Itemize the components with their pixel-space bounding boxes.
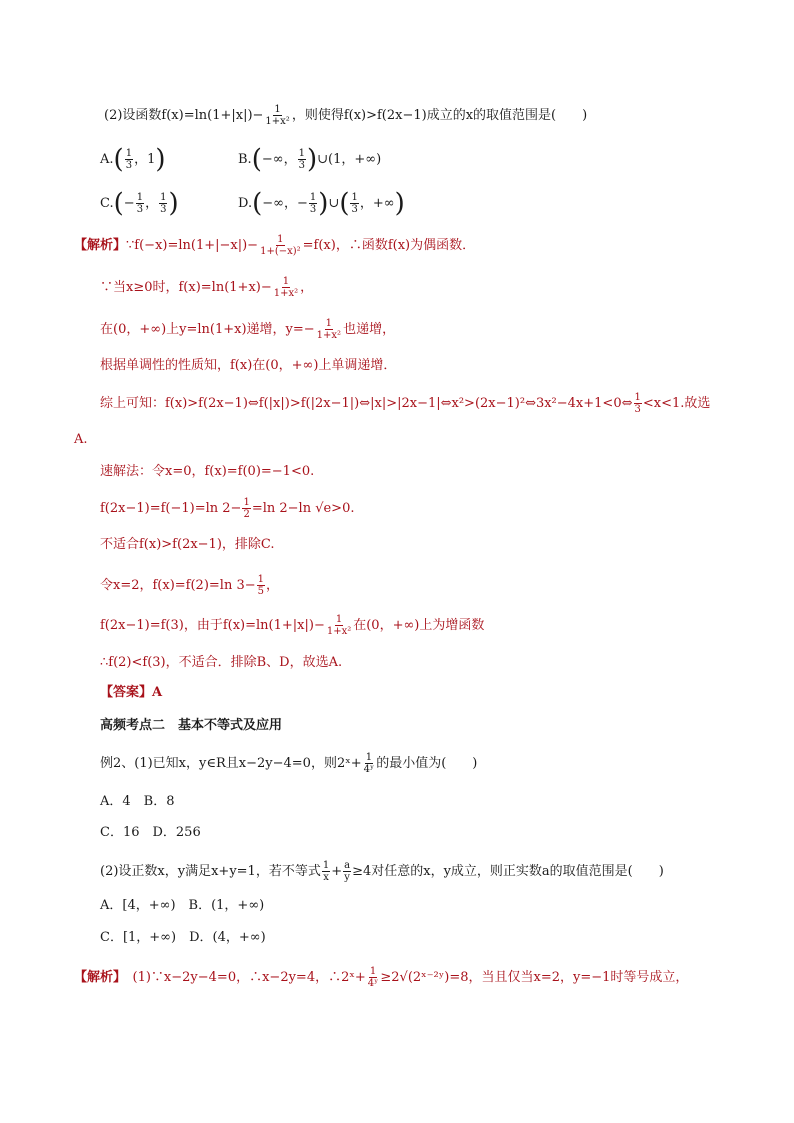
option-c [100, 188, 179, 219]
fraction [259, 234, 302, 257]
text: ∵当x≥0时，f(x)=ln(1+x)− [100, 280, 272, 295]
frac-num: 1 [136, 192, 144, 203]
frac-num: 1 [309, 192, 317, 203]
frac-num: 1 [325, 318, 333, 329]
option-c-fraction-1 [136, 192, 144, 215]
frac-num: 1 [277, 234, 284, 245]
frac-den: 1+x² [316, 330, 342, 341]
option-c-sep: ， [145, 196, 159, 211]
option-a-label: A. [100, 152, 114, 167]
frac-den: 1+x² [326, 626, 352, 637]
text: 综上可知：f(x)>f(2x−1)⇔f(|x|)>f(|2x−1|)⇔|x|>|2x−1|⇔x²>(2x−1)²⇔3x²−4x+1<0⇔ [100, 396, 633, 411]
frac-num: 1 [634, 392, 641, 403]
text: (1)∵x−2y−4=0，∴x−2y=4，∴2ˣ+ [119, 970, 366, 985]
option-d-fraction-1 [309, 192, 317, 215]
text: <x<1.故选 [642, 396, 711, 411]
option-c-fraction-2 [159, 192, 167, 215]
frac-num: a [344, 860, 351, 871]
frac-den: 1+x² [265, 116, 290, 127]
frac-num: 1 [243, 497, 250, 508]
text: =f(x)，∴函数f(x)为偶函数． [302, 238, 476, 253]
paren-close: ) [306, 144, 318, 175]
frac-den: 3 [160, 204, 167, 215]
frac-num: 1 [257, 574, 264, 585]
option-b-label: B. [238, 152, 252, 167]
example-2-options-ab: A．4 B．8 [100, 794, 175, 809]
text: 令x=2，f(x)=f(2)=ln 3− [100, 578, 256, 593]
frac-num: 1 [365, 752, 373, 763]
fraction [257, 574, 265, 597]
text: (2)设正数x，y满足x+y=1，若不等式 [100, 864, 321, 879]
solution-line-2 [100, 276, 313, 299]
option-a [100, 144, 166, 175]
paren-open: ( [113, 188, 124, 219]
option-b [238, 144, 382, 175]
option-a-rest: ，1 [134, 152, 156, 167]
solution-line-7: 速解法：令x=0，f(x)=f(0)=−1<0. [100, 464, 315, 479]
paren-close: ) [318, 188, 329, 219]
example-2-stem [100, 752, 477, 775]
fraction [634, 392, 642, 415]
fraction-1 [322, 860, 330, 883]
paren-open: ( [252, 188, 263, 219]
solution-line-8 [100, 497, 354, 520]
example-2-part-2-options-ab: A．[4，+∞) B．(1，+∞) [100, 898, 265, 913]
fraction-2 [343, 860, 351, 883]
frac-den: 3 [351, 204, 358, 215]
option-c-sign: − [123, 196, 135, 211]
fraction [363, 752, 376, 775]
text: ∵f(−x)=ln(1+|−x|)− [126, 238, 259, 253]
example-2-part-2-options-cd: C．[1，+∞) D．(4，+∞) [100, 930, 266, 945]
solution-line-12: ∴f(2)<f(3)，不适合．排除B、D，故选A. [100, 655, 343, 670]
text: ， [300, 280, 314, 295]
stem-text-a: (2)设函数f(x)=ln(1+|x|)− [104, 108, 264, 123]
option-c-label: C. [100, 196, 114, 211]
frac-num: 1 [322, 860, 330, 871]
text: 也递增， [343, 322, 396, 337]
frac-den: 3 [125, 160, 133, 171]
option-d [238, 188, 405, 219]
solution-tag: 【解析】 [74, 970, 120, 985]
frac-num: 1 [125, 148, 133, 159]
option-d-label: D. [238, 196, 253, 211]
option-d-text-b: ∪ [328, 196, 340, 211]
frac-num: 1 [160, 192, 167, 203]
frac-num: 1 [369, 966, 377, 977]
solution-line-5 [100, 392, 710, 415]
frac-num: 1 [351, 192, 358, 203]
text: f(2x−1)=f(3)，由于f(x)=ln(1+|x|)− [100, 618, 325, 633]
frac-den: 2 [243, 509, 250, 520]
paren-open: ( [339, 188, 350, 219]
frac-den: 3 [136, 204, 144, 215]
frac-num: 1 [298, 148, 305, 159]
option-b-text-a: −∞， [261, 152, 297, 167]
example-2-options-cd: C．16 D．256 [100, 825, 201, 840]
paren-open: ( [251, 144, 262, 175]
fraction [316, 318, 342, 341]
option-d-fraction-2 [350, 192, 358, 215]
text: 在(0，+∞)上为增函数 [353, 618, 485, 633]
frac-den: 5 [257, 586, 264, 597]
text: 的最小值为( ) [376, 756, 478, 771]
example-2-part-2-stem [100, 860, 664, 883]
frac-num: 1 [282, 276, 290, 287]
solution-line-1 [74, 234, 475, 257]
solution-line-6: A. [74, 432, 88, 447]
text: f(2x−1)=f(−1)=ln 2− [100, 501, 242, 516]
option-d-text-c: ，+∞ [359, 196, 395, 211]
paren-close: ) [168, 188, 179, 219]
frac-den: 4ʸ [367, 978, 379, 989]
option-d-text-a: −∞，− [262, 196, 308, 211]
fraction [242, 497, 250, 520]
solution-line-4: 根据单调性的性质知，f(x)在(0，+∞)上单调递增． [100, 358, 397, 373]
option-b-fraction [298, 148, 306, 171]
stem-fraction [264, 104, 290, 127]
text: 例2、(1)已知x，y∈R且x−2y−4=0，则2ˣ+ [100, 756, 362, 771]
question-2-stem [104, 104, 587, 127]
solution-line-11 [100, 614, 484, 637]
solution-line-10 [100, 574, 279, 597]
text: 在(0，+∞)上y=ln(1+x)递增，y=− [100, 322, 315, 337]
frac-den: 3 [634, 404, 641, 415]
paren-open: ( [113, 144, 124, 175]
answer: 【答案】A [100, 685, 163, 700]
fraction [326, 614, 352, 637]
frac-den: 1+x² [273, 288, 299, 299]
option-b-text-b: ∪(1，+∞) [317, 152, 382, 167]
frac-den: 3 [309, 204, 317, 215]
frac-den: 1+(−x)² [260, 246, 301, 257]
frac-num: 1 [335, 614, 343, 625]
solution-tag: 【解析】 [74, 238, 127, 253]
paren-close: ) [155, 144, 166, 175]
frac-den: 4ʸ [363, 764, 375, 775]
fraction [367, 966, 380, 989]
section-title: 高频考点二 基本不等式及应用 [100, 718, 283, 733]
example-2-solution [74, 966, 688, 989]
paren-close: ) [394, 188, 405, 219]
text: ， [266, 578, 280, 593]
frac-den: 3 [298, 160, 305, 171]
solution-line-3 [100, 318, 395, 341]
text: ≥2√(2ˣ⁻²ʸ)=8，当且仅当x=2，y=−1时等号成立， [380, 970, 689, 985]
solution-line-9: 不适合f(x)>f(2x−1)，排除C. [100, 537, 275, 552]
frac-den: x [323, 872, 329, 883]
frac-den: y [344, 872, 350, 883]
plus: + [331, 864, 343, 879]
stem-text-b: ，则使得f(x)>f(2x−1)成立的x的取值范围是( ) [291, 108, 588, 123]
text: ≥4对任意的x，y成立，则正实数a的取值范围是( ) [352, 864, 664, 879]
frac-num: 1 [274, 104, 281, 115]
text: =ln 2−ln √e>0. [251, 501, 355, 516]
fraction [273, 276, 299, 299]
option-a-fraction [125, 148, 133, 171]
